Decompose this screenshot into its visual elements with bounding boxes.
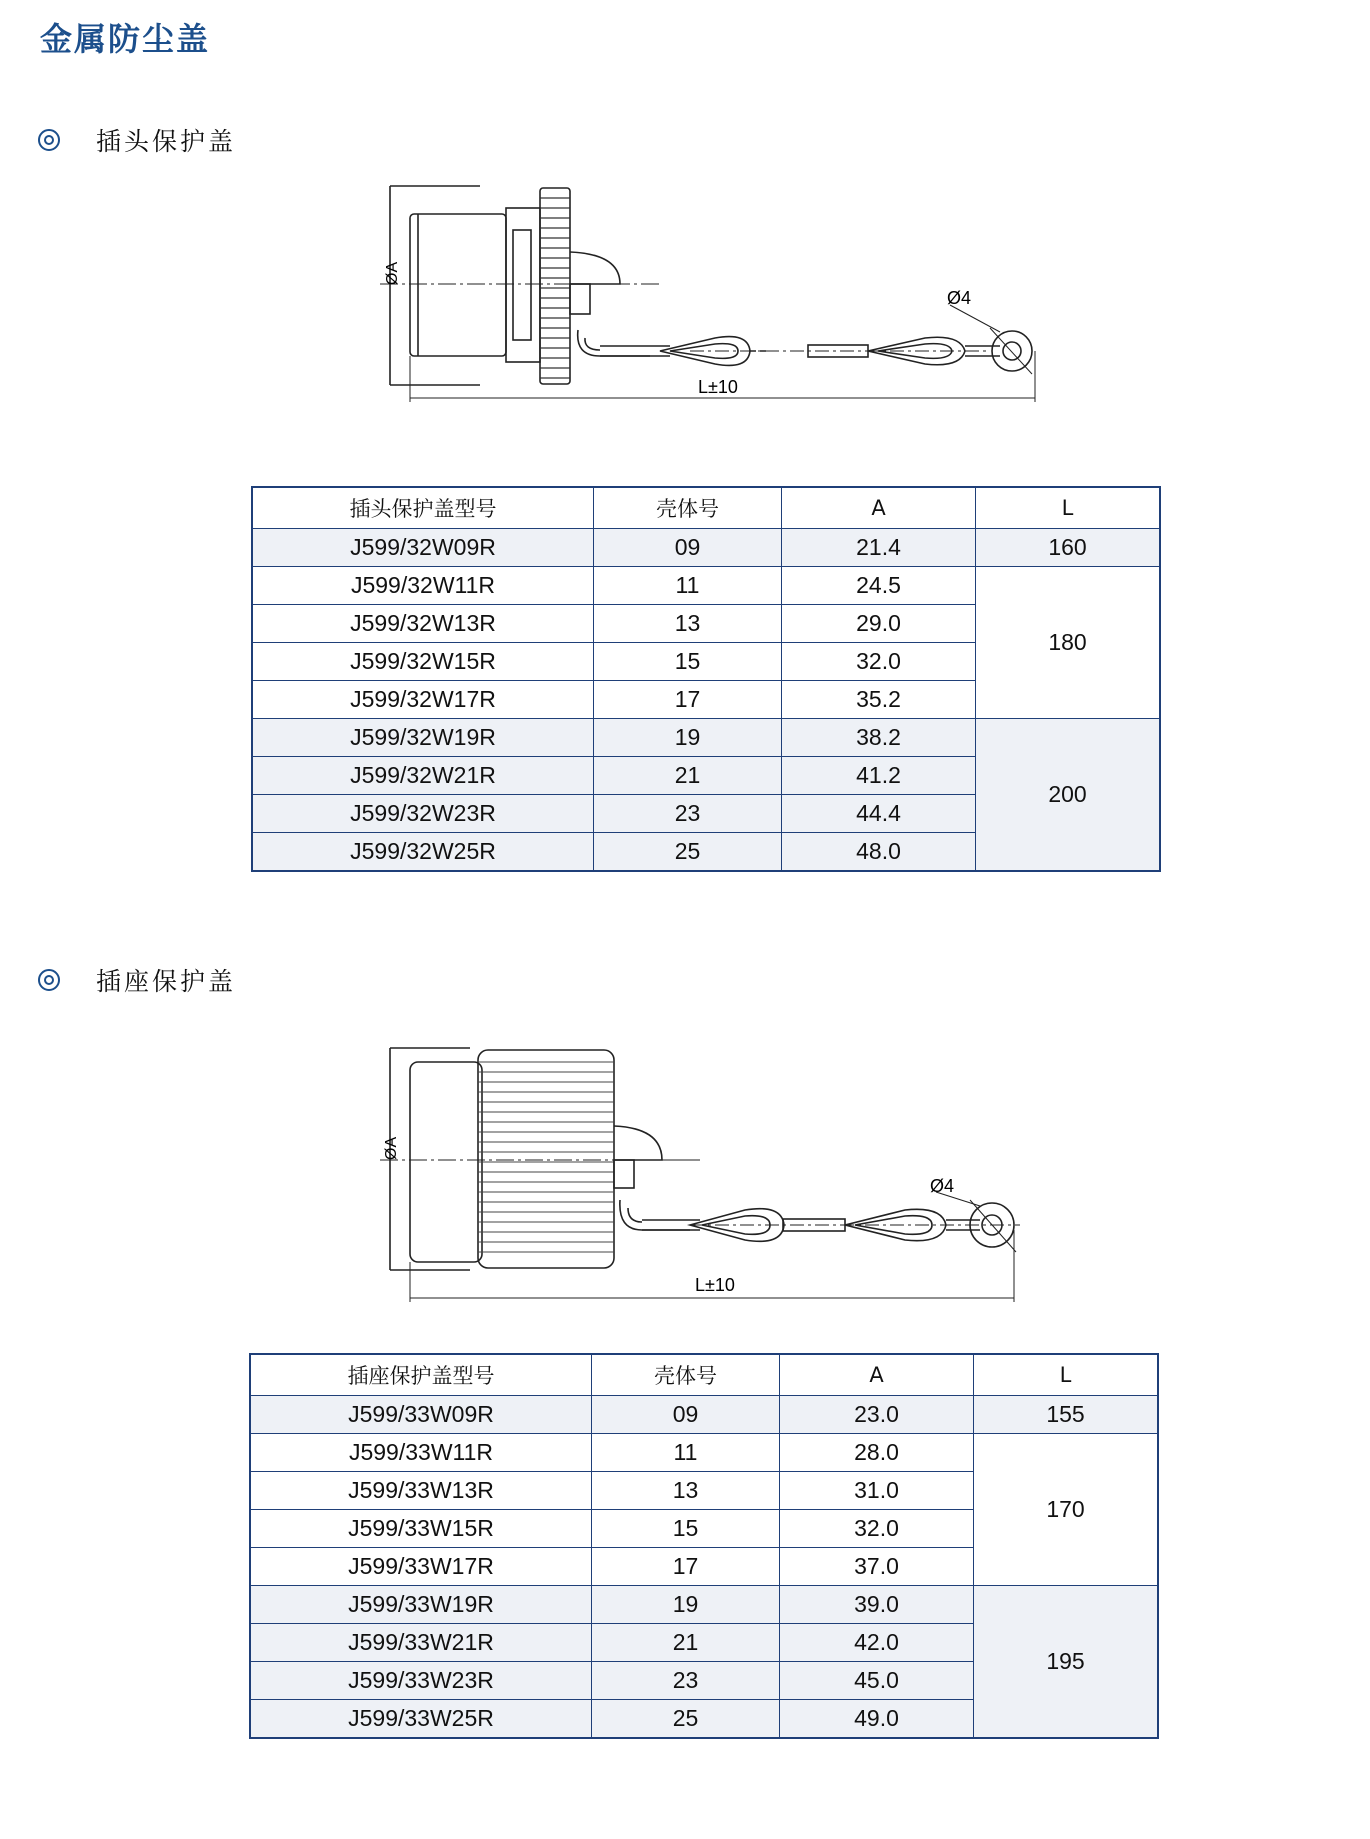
- table-row: [250, 1586, 1158, 1624]
- model-cell: J599/32W17R: [252, 681, 594, 719]
- table-row: [250, 1396, 1158, 1434]
- header-a: A: [780, 1354, 974, 1396]
- a-cell: 37.0: [780, 1548, 974, 1586]
- model-cell: J599/33W09R: [250, 1396, 592, 1434]
- l-cell: 155: [974, 1396, 1159, 1434]
- plug-hole-label: Ø4: [947, 288, 972, 308]
- a-cell: 24.5: [782, 567, 976, 605]
- a-cell: 29.0: [782, 605, 976, 643]
- double-circle-bullet-icon: [38, 129, 60, 151]
- shell-cell: 11: [592, 1434, 780, 1472]
- a-cell: 48.0: [782, 833, 976, 872]
- a-cell: 35.2: [782, 681, 976, 719]
- shell-cell: 19: [594, 719, 782, 757]
- l-cell: 195: [974, 1586, 1159, 1739]
- model-cell: J599/33W21R: [250, 1624, 592, 1662]
- l-cell: 200: [976, 719, 1161, 872]
- receptacle-dia-label: ØA: [383, 1136, 400, 1160]
- receptacle-section-heading: [38, 962, 236, 998]
- a-cell: 49.0: [780, 1700, 974, 1739]
- shell-cell: 21: [592, 1624, 780, 1662]
- shell-cell: 13: [592, 1472, 780, 1510]
- table-row: [252, 529, 1160, 567]
- shell-cell: 15: [592, 1510, 780, 1548]
- page-title: 金属防尘盖: [40, 20, 211, 58]
- receptacle-cover-drawing: [370, 1040, 1050, 1310]
- model-cell: J599/32W19R: [252, 719, 594, 757]
- a-cell: 28.0: [780, 1434, 974, 1472]
- model-cell: J599/33W17R: [250, 1548, 592, 1586]
- table-header-row: [252, 487, 1160, 529]
- model-cell: J599/33W19R: [250, 1586, 592, 1624]
- l-cell: 180: [976, 567, 1161, 719]
- a-cell: 45.0: [780, 1662, 974, 1700]
- receptacle-spec-table: [249, 1353, 1159, 1739]
- model-cell: J599/32W25R: [252, 833, 594, 872]
- model-cell: J599/33W23R: [250, 1662, 592, 1700]
- shell-cell: 15: [594, 643, 782, 681]
- a-cell: 41.2: [782, 757, 976, 795]
- receptacle-length-label: L±10: [695, 1275, 735, 1295]
- shell-cell: 17: [592, 1548, 780, 1586]
- plug-section-heading: [38, 122, 236, 158]
- model-cell: J599/33W13R: [250, 1472, 592, 1510]
- model-cell: J599/33W11R: [250, 1434, 592, 1472]
- shell-cell: 17: [594, 681, 782, 719]
- receptacle-hole-label: Ø4: [930, 1176, 955, 1196]
- table-row: [252, 567, 1160, 605]
- a-cell: 42.0: [780, 1624, 974, 1662]
- shell-cell: 25: [594, 833, 782, 872]
- l-cell: 160: [976, 529, 1161, 567]
- a-cell: 38.2: [782, 719, 976, 757]
- receptacle-heading-text: 插座保护盖: [96, 967, 237, 996]
- shell-cell: 11: [594, 567, 782, 605]
- shell-cell: 09: [592, 1396, 780, 1434]
- table-header-row: [250, 1354, 1158, 1396]
- table-row: [252, 719, 1160, 757]
- model-cell: J599/32W09R: [252, 529, 594, 567]
- a-cell: 32.0: [782, 643, 976, 681]
- a-cell: 23.0: [780, 1396, 974, 1434]
- model-cell: J599/32W23R: [252, 795, 594, 833]
- l-cell: 170: [974, 1434, 1159, 1586]
- shell-cell: 13: [594, 605, 782, 643]
- shell-cell: 21: [594, 757, 782, 795]
- model-cell: J599/32W21R: [252, 757, 594, 795]
- model-cell: J599/32W15R: [252, 643, 594, 681]
- model-cell: J599/32W13R: [252, 605, 594, 643]
- a-cell: 44.4: [782, 795, 976, 833]
- header-l: L: [976, 487, 1161, 529]
- a-cell: 39.0: [780, 1586, 974, 1624]
- model-cell: J599/32W11R: [252, 567, 594, 605]
- double-circle-bullet-icon: [38, 969, 60, 991]
- shell-cell: 23: [594, 795, 782, 833]
- a-cell: 31.0: [780, 1472, 974, 1510]
- model-cell: J599/33W15R: [250, 1510, 592, 1548]
- shell-cell: 19: [592, 1586, 780, 1624]
- shell-cell: 09: [594, 529, 782, 567]
- shell-cell: 25: [592, 1700, 780, 1739]
- a-cell: 21.4: [782, 529, 976, 567]
- plug-spec-table: [251, 486, 1161, 872]
- plug-heading-text: 插头保护盖: [96, 127, 237, 156]
- table-row: [250, 1434, 1158, 1472]
- header-shell: 壳体号: [592, 1354, 780, 1396]
- header-model: 插头保护盖型号: [252, 487, 594, 529]
- plug-dia-label: ØA: [384, 261, 401, 285]
- header-shell: 壳体号: [594, 487, 782, 529]
- plug-length-label: L±10: [698, 377, 738, 397]
- model-cell: J599/33W25R: [250, 1700, 592, 1739]
- header-l: L: [974, 1354, 1159, 1396]
- shell-cell: 23: [592, 1662, 780, 1700]
- plug-cover-drawing: [370, 180, 1050, 410]
- header-model: 插座保护盖型号: [250, 1354, 592, 1396]
- header-a: A: [782, 487, 976, 529]
- a-cell: 32.0: [780, 1510, 974, 1548]
